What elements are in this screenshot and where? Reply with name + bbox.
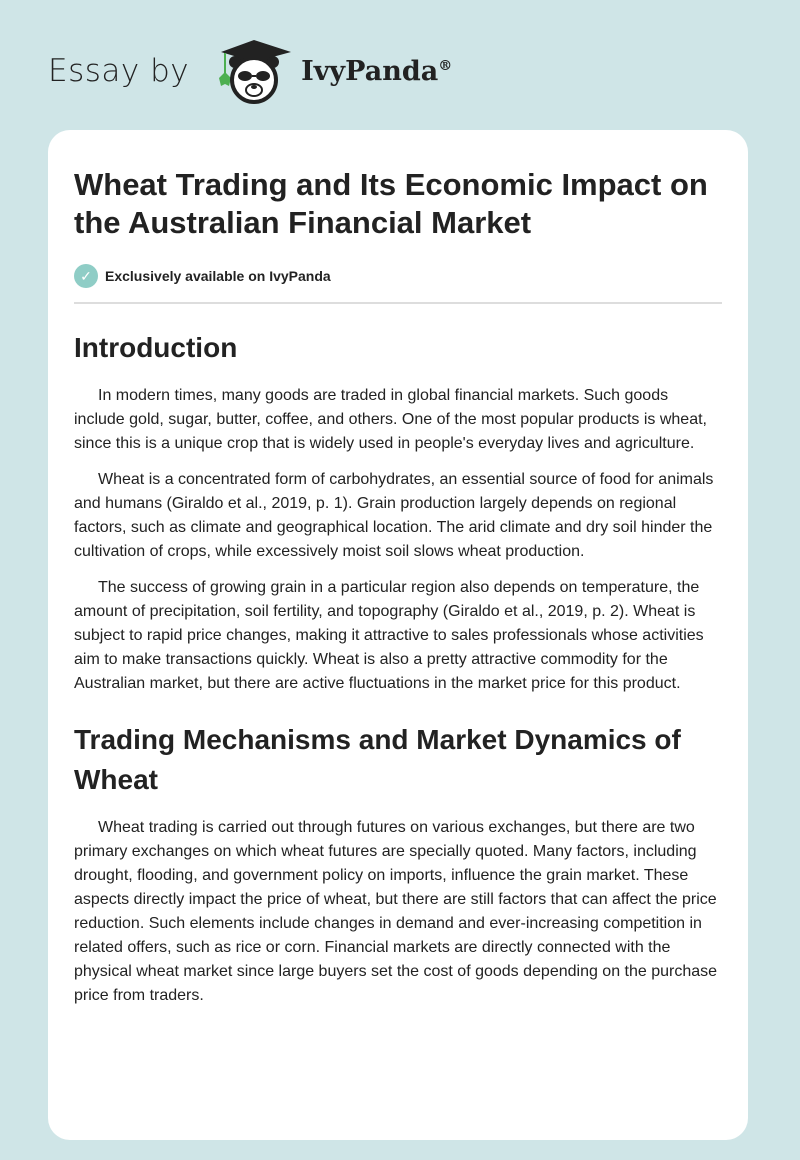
- exclusive-badge: [74, 264, 722, 304]
- brand-text: IvyPanda: [301, 55, 439, 87]
- brand-name[interactable]: [301, 56, 452, 87]
- paragraph: The success of growing grain in a particular region also depends on temperature, the amount of precipitation, soil fertility, and topography (Giraldo et al., 2019, p. 2). Wheat is subject to rapid price changes, making it attractive to sales professionals whose activities aim to make transactions quickly. Wheat is also a pretty attractive commodity for the Australian market, but there are active fluctuations in the market price for this product.: [74, 579, 704, 692]
- ivypanda-logo-icon[interactable]: [211, 36, 297, 106]
- essay-title: Wheat Trading and Its Economic Impact on the Australian Financial Market: [74, 167, 708, 240]
- essay-by-label: Essay by: [48, 53, 190, 89]
- check-icon: ✓: [74, 264, 98, 288]
- paragraph: Wheat is a concentrated form of carbohydrates, an essential source of food for animals and humans (Giraldo et al., 2019, p. 1). Grain production largely depends on regional factors, such as climate and geographical location. The arid climate and dry soil hinder the cultivation of crops, while excessively moist soil slows wheat production.: [74, 471, 714, 560]
- badge-text: Exclusively available on IvyPanda: [105, 268, 331, 284]
- registered-mark: ®: [438, 57, 453, 74]
- paragraph: Wheat trading is carried out through futures on various exchanges, but there are two primary exchanges on which wheat futures are specially quoted. Many factors, including drought, flooding, and government policy on imports, influence the grain market. These aspects directly impact the price of wheat, but there are still factors that can affect the price reduction. Such elements include changes in demand and ever-increasing competition in related offers, such as rice or corn. Financial markets are directly connected with the physical wheat market since large buyers set the cost of goods depending on the purchase price from traders.: [74, 819, 718, 1004]
- paragraph: In modern times, many goods are traded in global financial markets. Such goods include gold, sugar, butter, coffee, and others. One of the most popular products is wheat, since this is a unique crop that is widely used in people's everyday lives and agriculture.: [74, 387, 707, 452]
- essay-card: [48, 130, 748, 1140]
- section-heading: Introduction: [74, 332, 238, 363]
- site-header: [48, 36, 452, 106]
- section-heading: Trading Mechanisms and Market Dynamics of Wheat: [74, 724, 681, 795]
